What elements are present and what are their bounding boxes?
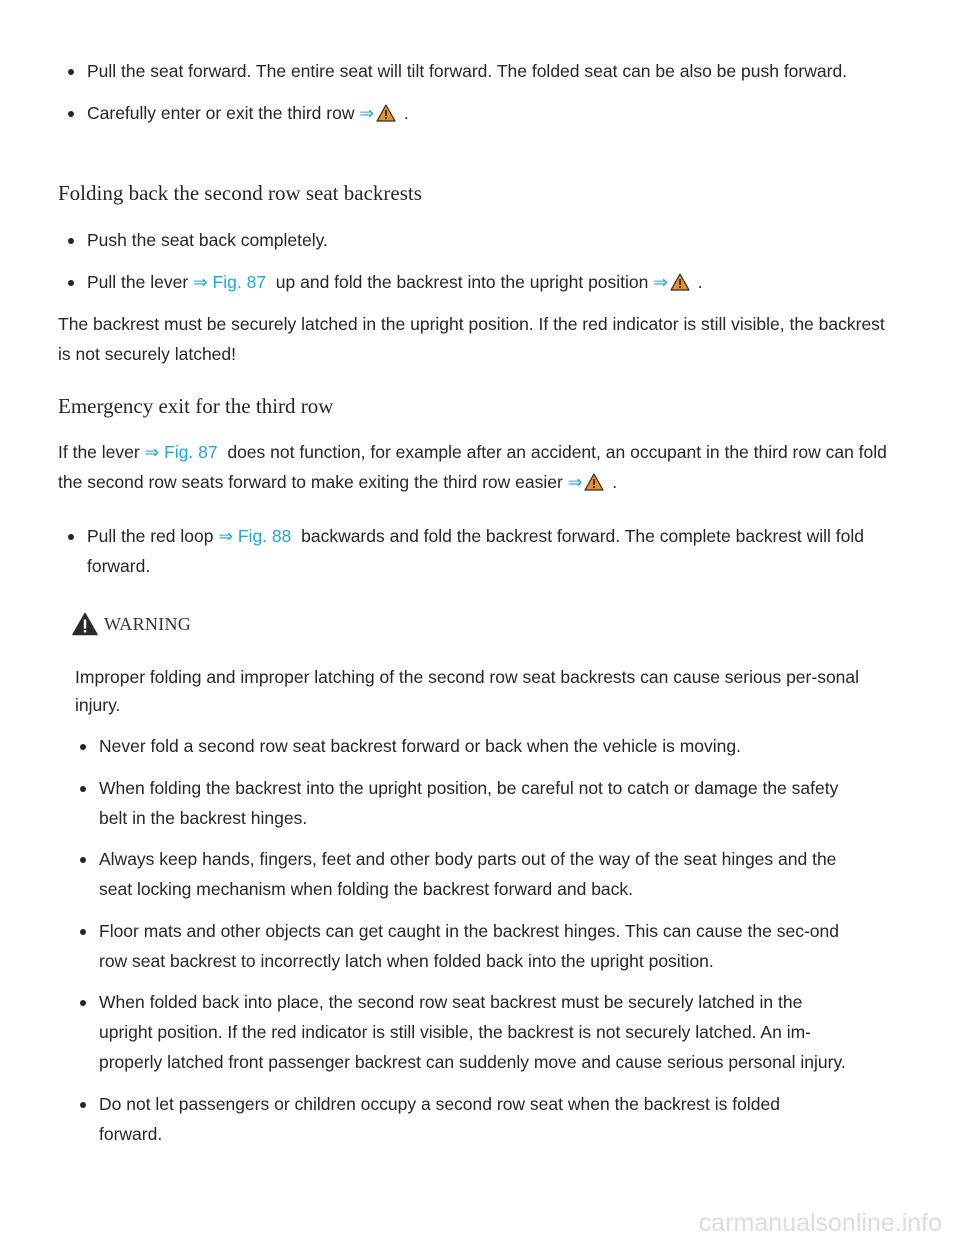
list-item <box>75 1089 895 1149</box>
list-item <box>75 844 895 904</box>
warning-item-text: When folding the backrest into the upright position, be careful not to catch or damage the safety belt in the backrest hinges. <box>99 778 839 828</box>
bullet-trailing-text: . <box>399 103 409 123</box>
warning-triangle-icon <box>670 273 690 291</box>
warning-link[interactable] <box>653 272 693 292</box>
warning-link[interactable] <box>568 472 608 492</box>
list-item <box>58 521 898 581</box>
folding-bullet-2-mid: up and fold the backrest into the upright position <box>266 272 654 292</box>
fig-87-link[interactable]: ⇒ Fig. 87 <box>193 272 267 292</box>
warning-triangle-icon <box>376 104 396 122</box>
list-item <box>75 987 895 1077</box>
list-item <box>58 267 908 297</box>
warning-label: WARNING <box>104 613 192 634</box>
arrow-glyph: ⇒ <box>359 103 375 123</box>
fig-88-link[interactable]: ⇒ Fig. 88 <box>218 526 292 546</box>
list-item <box>75 916 895 976</box>
emergency-bullets <box>58 521 898 581</box>
warning-item-text: Floor mats and other objects can get caught in the backrest hinges. This can cause the sec-ond row seat backrest to incorrectly latch when folded back into the upright position. <box>99 921 839 971</box>
folding-bullet-2-text: Pull the lever <box>87 272 194 292</box>
emergency-paragraph <box>58 437 898 497</box>
warning-item-text: Always keep hands, fingers, feet and other body parts out of the way of the seat hinges and the seat locking mechanism when folding the backrest forward and back. <box>99 849 837 899</box>
warning-triangle-icon <box>72 612 98 636</box>
intro-bullet-1-text: Pull the seat forward. The entire seat will tilt forward. The folded seat can be also be push forward. <box>87 61 848 81</box>
latch-note: The backrest must be securely latched in the upright position. If the red indicator is still visible, the backrest is not securely latched! <box>58 314 885 364</box>
warning-intro: Improper folding and improper latching of the second row seat backrests can cause serious per-sonal injury. <box>75 667 860 715</box>
warning-header <box>72 612 191 636</box>
emergency-para-text: If the lever <box>58 442 145 462</box>
list-item <box>58 56 908 86</box>
emergency-bullet-text: Pull the red loop <box>87 526 219 546</box>
warning-triangle-icon <box>584 473 604 491</box>
warning-item-text: When folded back into place, the second row seat backrest must be securely latched in the upright position. If the red indicator is still visible, the backrest is not securely latched. An im-properly latched front passenger backrest can suddenly move and cause serious personal injury. <box>99 992 846 1072</box>
intro-bullets <box>58 56 908 128</box>
intro-bullet-2-text: Carefully enter or exit the third row <box>87 103 360 123</box>
bullet-trailing-text: . <box>692 272 703 292</box>
fig-87-link[interactable]: ⇒ Fig. 87 <box>144 442 218 462</box>
list-item <box>58 225 908 255</box>
list-item <box>75 731 895 761</box>
arrow-glyph: ⇒ <box>567 472 583 492</box>
watermark: carmanualsonline.info <box>698 1209 942 1237</box>
section-heading-emergency: Emergency exit for the third row <box>58 394 334 418</box>
section-heading-folding: Folding back the second row seat backrests <box>58 181 422 205</box>
warning-link[interactable] <box>359 103 399 123</box>
warning-intro-block <box>75 663 875 719</box>
warning-item-text: Never fold a second row seat backrest forward or back when the vehicle is moving. <box>99 736 741 756</box>
emergency-bullet-post: backwards and fold the backrest forward. The complete backrest will fold forward. <box>87 526 869 576</box>
list-item <box>75 773 895 833</box>
folding-bullets <box>58 225 908 297</box>
emergency-para-mid: does not function, for example after an accident, an occupant in the third row can fold the second row seats forward to make exiting the third row easier <box>58 442 892 492</box>
arrow-glyph: ⇒ <box>653 272 668 292</box>
warning-list <box>75 731 895 1149</box>
para-trailing-text: . <box>607 472 618 492</box>
list-item <box>58 98 908 128</box>
folding-paragraph <box>58 309 888 369</box>
warning-item-text: Do not let passengers or children occupy a second row seat when the backrest is folded forward. <box>99 1094 780 1144</box>
folding-bullet-1-text: Push the seat back completely. <box>87 230 328 250</box>
